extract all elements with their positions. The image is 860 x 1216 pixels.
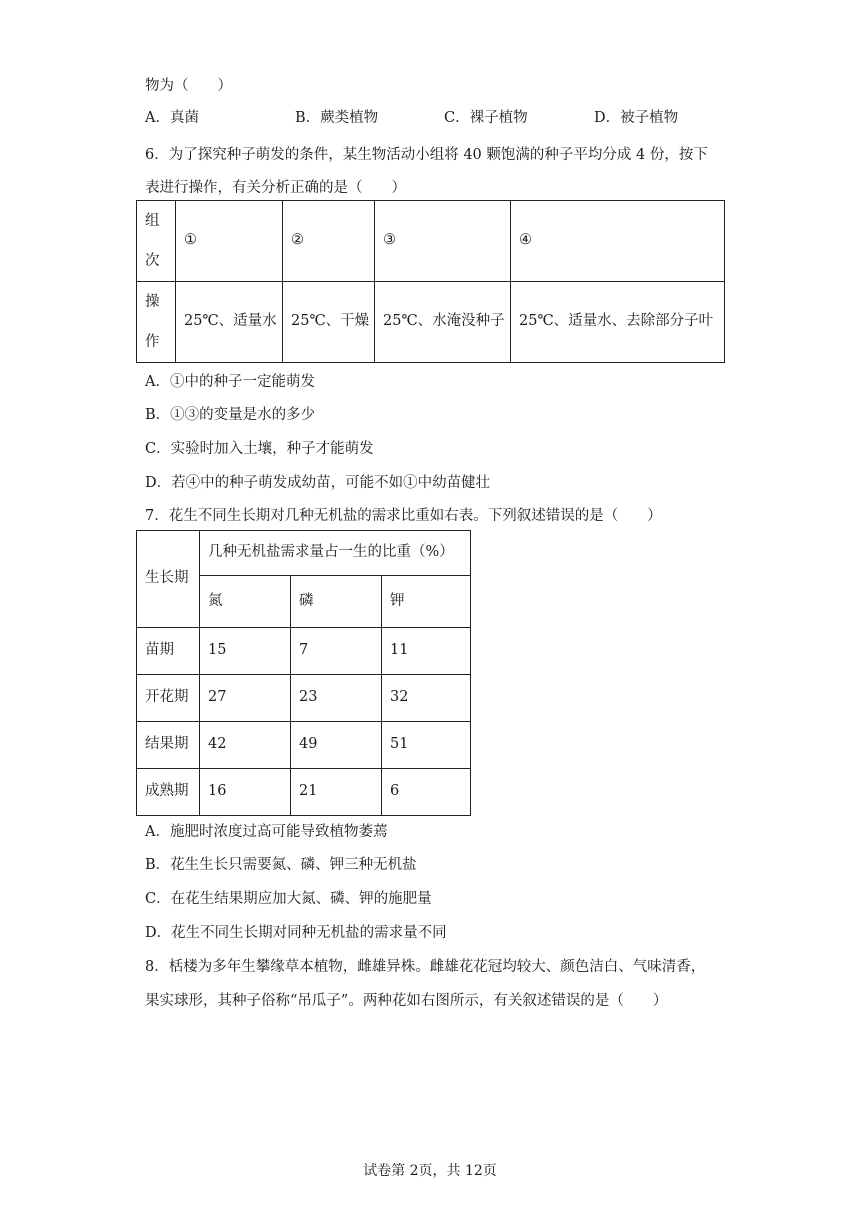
- table-row: [137, 628, 471, 675]
- q5-option-c: C．裸子植物: [444, 110, 528, 126]
- col-header-cell: 氮: [200, 576, 291, 628]
- value-cell: 16: [200, 769, 291, 816]
- q5-option-d: D．被子植物: [594, 110, 679, 126]
- value-cell: 21: [291, 769, 382, 816]
- op-cell: 25℃、适量水、去除部分子叶: [511, 282, 725, 363]
- group-cell: ④: [511, 201, 725, 282]
- col-header-cell: 钾: [382, 576, 471, 628]
- value-cell: 27: [200, 675, 291, 722]
- table-row: [137, 282, 725, 363]
- table-row: [137, 722, 471, 769]
- q7-option-b: B．花生生长只需要氮、磷、钾三种无机盐: [145, 857, 417, 873]
- value-cell: 6: [382, 769, 471, 816]
- q5-option-a: A．真菌: [145, 110, 199, 126]
- q6-stem-line1: 6．为了探究种子萌发的条件，某生物活动小组将 40 颗饱满的种子平均分成 4 份，按下: [145, 147, 708, 163]
- q6-option-c: C．实验时加入土壤，种子才能萌发: [145, 441, 374, 457]
- value-cell: 42: [200, 722, 291, 769]
- group-cell: ②: [283, 201, 375, 282]
- header-label-cell: 组 次: [137, 201, 176, 282]
- value-cell: 51: [382, 722, 471, 769]
- q6-stem-line2: 表进行操作，有关分析正确的是（ ）: [145, 180, 406, 196]
- q7-option-d: D．花生不同生长期对同种无机盐的需求量不同: [145, 925, 447, 941]
- q5-options: [145, 106, 745, 126]
- q5-stem-tail: 物为（ ）: [145, 78, 232, 94]
- value-cell: 23: [291, 675, 382, 722]
- table-row: [137, 201, 725, 282]
- q7-stem: 7．花生不同生长期对几种无机盐的需求比重如右表。下列叙述错误的是（ ）: [145, 508, 662, 524]
- row-header-cell: 生长期: [137, 531, 200, 628]
- table-row: [137, 531, 471, 576]
- row-label-cell: 操 作: [137, 282, 176, 363]
- table-row: [137, 769, 471, 816]
- value-cell: 7: [291, 628, 382, 675]
- value-cell: 15: [200, 628, 291, 675]
- q6-option-a: A．①中的种子一定能萌发: [145, 374, 315, 390]
- stage-cell: 开花期: [137, 675, 200, 722]
- q6-option-b: B．①③的变量是水的多少: [145, 407, 316, 423]
- value-cell: 11: [382, 628, 471, 675]
- value-cell: 32: [382, 675, 471, 722]
- q7-option-a: A．施肥时浓度过高可能导致植物萎蔫: [145, 824, 388, 840]
- op-cell: 25℃、适量水: [176, 282, 283, 363]
- q6-option-d: D．若④中的种子萌发成幼苗，可能不如①中幼苗健壮: [145, 475, 491, 491]
- stage-cell: 苗期: [137, 628, 200, 675]
- group-cell: ③: [375, 201, 511, 282]
- q8-stem-line2: 果实球形，其种子俗称“吊瓜子”。两种花如右图所示，有关叙述错误的是（ ）: [145, 993, 668, 1009]
- col-header-cell: 磷: [291, 576, 382, 628]
- page-footer: 试卷第 2页，共 12页: [363, 1163, 497, 1179]
- q5-option-b: B．蕨类植物: [295, 110, 379, 126]
- group-header-cell: 几种无机盐需求量占一生的比重（%）: [200, 531, 471, 576]
- q6-table: [136, 200, 725, 363]
- group-cell: ①: [176, 201, 283, 282]
- value-cell: 49: [291, 722, 382, 769]
- stage-cell: 结果期: [137, 722, 200, 769]
- table-row: [137, 675, 471, 722]
- q7-option-c: C．在花生结果期应加大氮、磷、钾的施肥量: [145, 891, 432, 907]
- op-cell: 25℃、水淹没种子: [375, 282, 511, 363]
- op-cell: 25℃、干燥: [283, 282, 375, 363]
- stage-cell: 成熟期: [137, 769, 200, 816]
- q7-table: [136, 530, 471, 816]
- q8-stem-line1: 8．栝楼为多年生攀缘草本植物，雌雄异株。雌雄花花冠均较大、颜色洁白、气味清香，: [145, 959, 706, 975]
